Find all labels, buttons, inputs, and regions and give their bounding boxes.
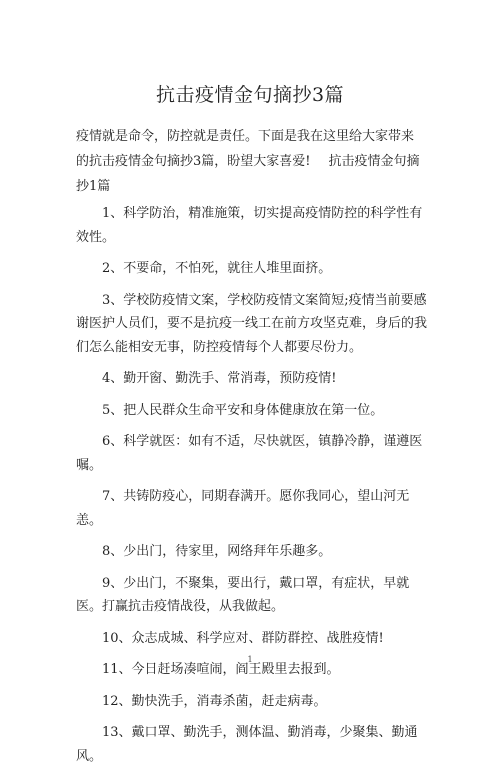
list-item: 1、科学防治，精准施策，切实提高疫情防控的科学性有效性。	[76, 206, 423, 245]
intro-paragraph	[76, 124, 426, 199]
list-item: 2、不要命，不怕死，就往人堆里面挤。	[102, 261, 332, 276]
list-item: 12、勤快洗手，消毒杀菌，赶走病毒。	[102, 693, 327, 709]
list-item: 10、众志成城、科学应对、群防群控、战胜疫情!	[102, 630, 384, 646]
intro-text: 疫情就是命令，防控就是责任。下面是我在这里给大家带来的抗击疫情金句摘抄3篇，盼望大家喜爱!	[76, 129, 415, 169]
page-number: 1	[247, 655, 253, 664]
intro-subheading: 抗击疫情金句摘抄1篇	[76, 154, 420, 194]
list-item: 6、科学就医：如有不适，尽快就医，镇静冷静，谨遵医嘱。	[76, 434, 423, 473]
list-item: 9、少出门，不聚集，要出行，戴口罩，有症状，早就医。打赢抗击疫情战役，从我做起。	[76, 575, 410, 614]
list-item: 5、把人民群众生命平安和身体健康放在第一位。	[102, 402, 384, 418]
list-item: 4、勤开窗、勤洗手、常消毒，预防疫情!	[102, 371, 337, 386]
list-item: 3、学校防疫情文案，学校防疫情文案简短;疫情当前要感谢医护人员们，要不是抗疫一线工在前方攻坚克难，身后的我们怎么能相安无事，防控疫情每个人都要尽份力。	[76, 292, 428, 355]
quote-list	[76, 202, 428, 776]
list-item: 11、今日赶场凑喧闹，阎王殿里去报到。	[102, 662, 340, 677]
list-item: 7、共铸防疫心，同期春满开。愿你我同心，望山河无恙。	[76, 489, 410, 528]
list-item: 8、少出门，待家里，网络拜年乐趣多。	[102, 544, 332, 559]
list-item: 13、戴口罩、勤洗手，测体温、勤消毒，少聚集、勤通风。	[76, 725, 418, 764]
document-title: 抗击疫情金句摘抄3篇	[155, 84, 345, 106]
